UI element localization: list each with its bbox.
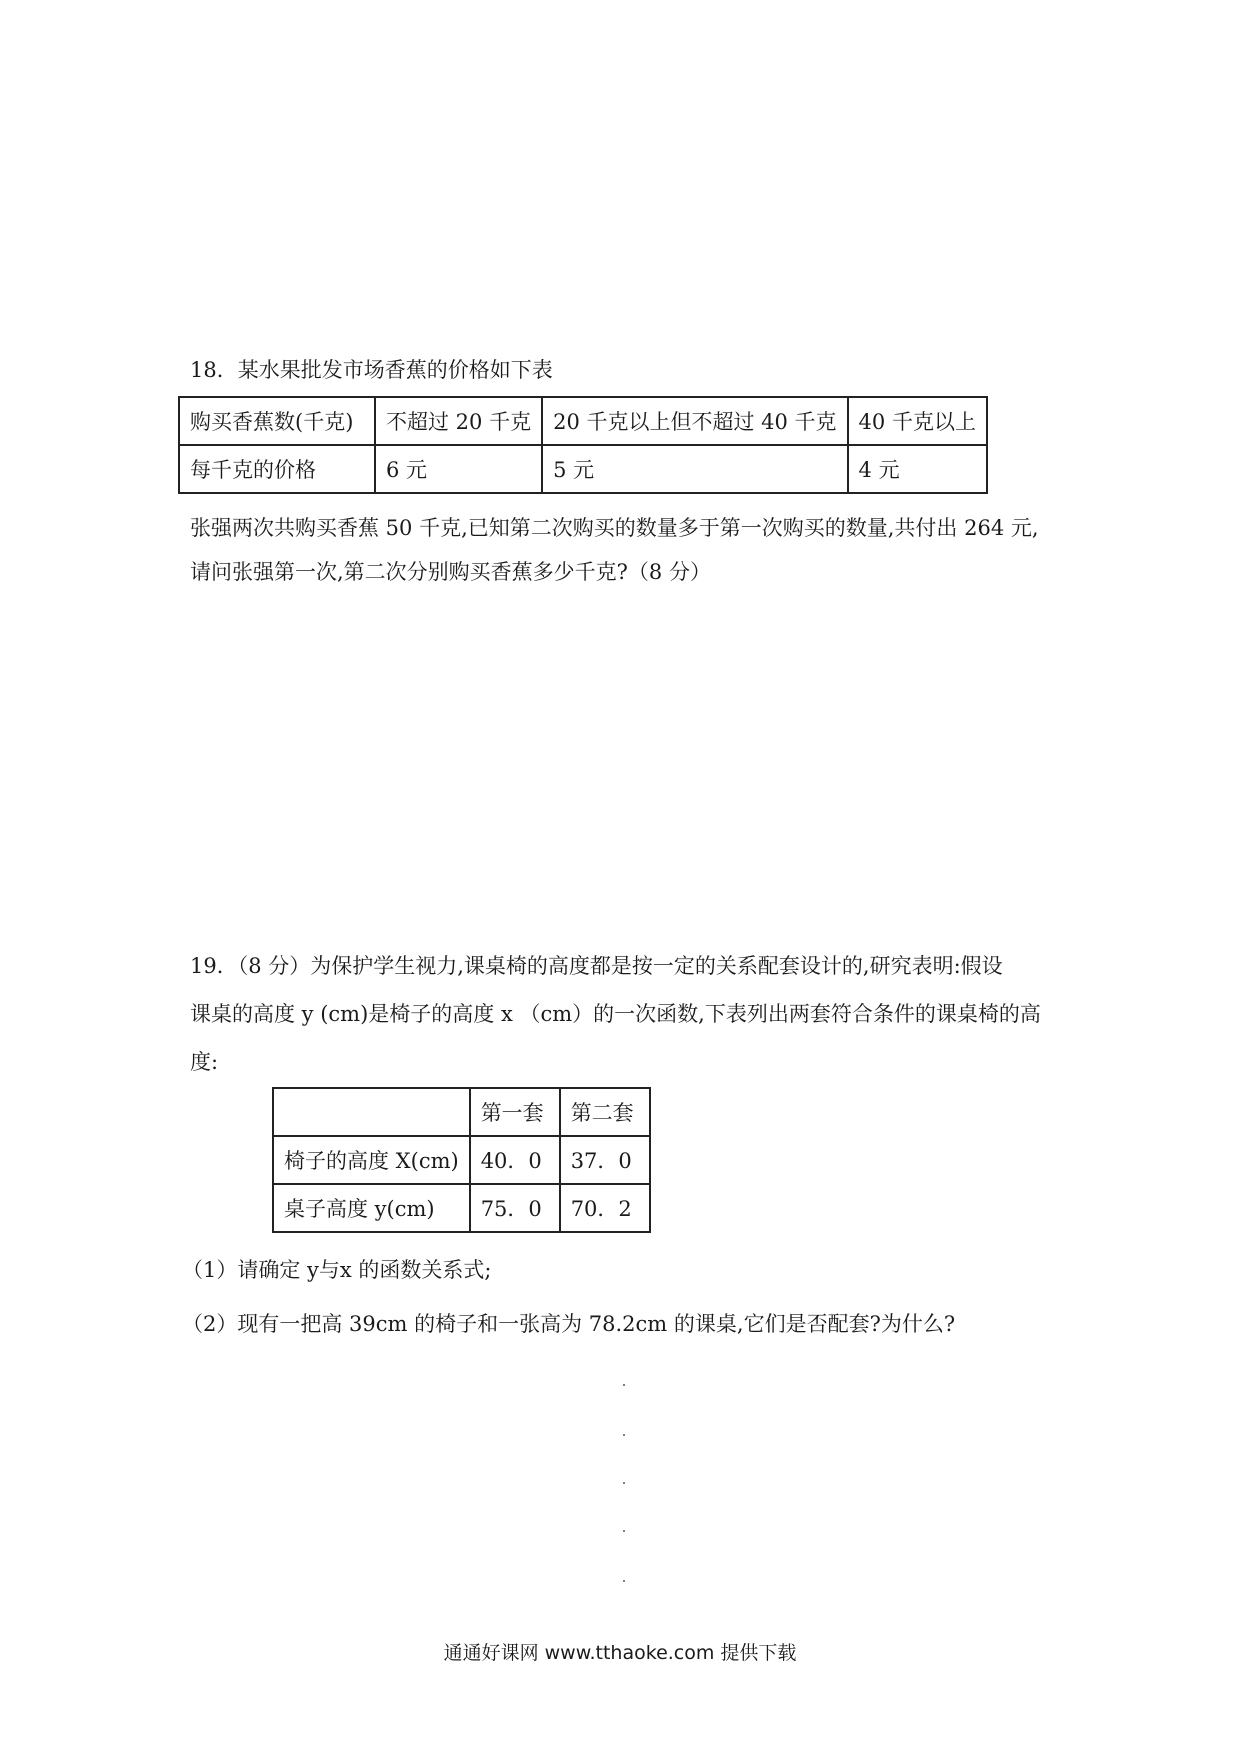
- q19-part-2: （2）现有一把高 39cm 的椅子和一张高为 78.2cm 的课桌,它们是否配套?为什么?: [182, 1312, 956, 1336]
- q18-price-table: [178, 396, 988, 494]
- table-cell: 第一套: [470, 1088, 560, 1136]
- q19-line-2: 课桌的高度 y (cm)是椅子的高度 x （cm）的一次函数,下表列出两套符合条件的课桌椅的高: [190, 1002, 1041, 1026]
- table-cell: 购买香蕉数(千克): [179, 397, 375, 445]
- q18-intro: 18．某水果批发市场香蕉的价格如下表: [190, 358, 553, 382]
- table-row: [273, 1184, 650, 1232]
- table-cell: 75．0: [470, 1184, 560, 1232]
- table-cell: 4 元: [848, 445, 987, 493]
- table-cell: 6 元: [375, 445, 542, 493]
- table-cell: 40．0: [470, 1136, 560, 1184]
- q18-problem-line-2: 请问张强第一次,第二次分别购买香蕉多少千克?（8 分）: [190, 560, 711, 584]
- table-cell: 每千克的价格: [179, 445, 375, 493]
- q19-height-table: [272, 1087, 651, 1233]
- scan-dot: [623, 1580, 625, 1582]
- table-row: [179, 445, 987, 493]
- table-cell: 70．2: [560, 1184, 650, 1232]
- table-cell: 桌子高度 y(cm): [273, 1184, 470, 1232]
- scan-dot: [623, 1384, 625, 1386]
- q19-part-1: （1）请确定 y与x 的函数关系式;: [182, 1258, 492, 1282]
- scan-dot: [623, 1434, 625, 1436]
- table-cell: 20 千克以上但不超过 40 千克: [542, 397, 847, 445]
- scan-dot: [623, 1530, 625, 1532]
- table-cell: 不超过 20 千克: [375, 397, 542, 445]
- table-row: [273, 1088, 650, 1136]
- table-cell: 第二套: [560, 1088, 650, 1136]
- q18-problem-line-1: 张强两次共购买香蕉 50 千克,已知第二次购买的数量多于第一次购买的数量,共付出 264 元,: [190, 516, 1039, 540]
- table-cell: 40 千克以上: [848, 397, 987, 445]
- table-cell: [273, 1088, 470, 1136]
- page-footer: 通通好课网 www.tthaoke.com 提供下载: [443, 1642, 797, 1664]
- q19-line-3: 度:: [190, 1050, 219, 1074]
- scan-dot: [623, 1482, 625, 1484]
- table-cell: 5 元: [542, 445, 847, 493]
- table-row: [179, 397, 987, 445]
- table-row: [273, 1136, 650, 1184]
- table-cell: 37．0: [560, 1136, 650, 1184]
- q19-line-1: 19．（8 分）为保护学生视力,课桌椅的高度都是按一定的关系配套设计的,研究表明:假设: [190, 954, 1003, 978]
- table-cell: 椅子的高度 X(cm): [273, 1136, 470, 1184]
